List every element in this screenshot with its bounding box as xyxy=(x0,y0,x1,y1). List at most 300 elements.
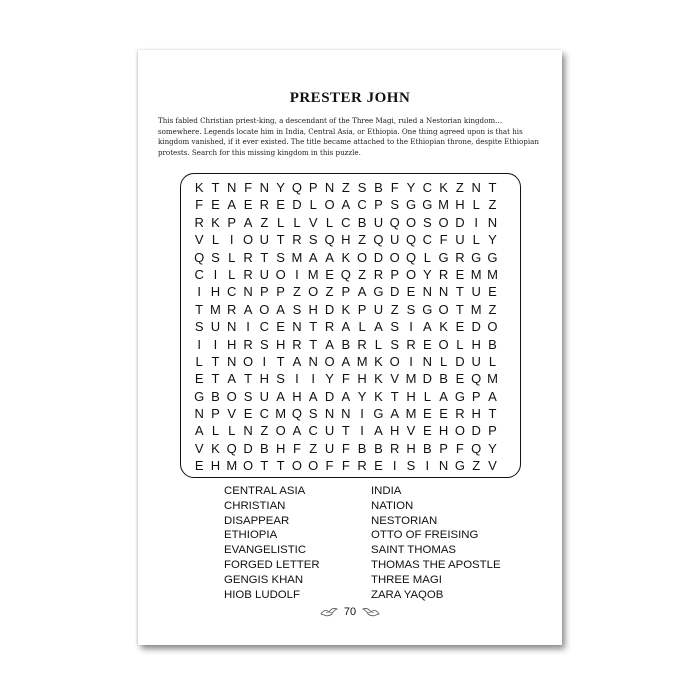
grid-letter: D xyxy=(390,284,400,300)
grid-letter: P xyxy=(308,180,318,195)
grid-letter: I xyxy=(262,353,267,369)
grid-letter: T xyxy=(276,353,285,369)
word-list-item: DISAPPEAR xyxy=(224,514,290,527)
word-list-item: ZARA YAQOB xyxy=(371,588,444,601)
grid-letter: B xyxy=(341,336,351,352)
grid-letter: B xyxy=(211,388,220,404)
grid-letter: Z xyxy=(260,423,269,439)
grid-letter: R xyxy=(455,406,465,422)
grid-letter: S xyxy=(357,180,367,195)
grid-letter: Q xyxy=(291,180,302,195)
grid-letter: L xyxy=(358,319,366,335)
grid-letter: A xyxy=(341,388,351,404)
grid-letter: N xyxy=(292,319,302,335)
grid-letter: U xyxy=(259,388,270,404)
grid-letter: D xyxy=(471,423,481,439)
grid-letter: T xyxy=(211,180,220,195)
grid-letter: Z xyxy=(390,301,399,317)
grid-letter: S xyxy=(243,388,253,404)
grid-letter: N xyxy=(438,458,449,474)
grid-letter: P xyxy=(488,423,497,439)
grid-letter: E xyxy=(211,197,220,213)
grid-letter: P xyxy=(211,406,220,422)
grid-letter: G xyxy=(373,284,384,300)
grid-letter: Q xyxy=(340,266,351,282)
grid-letter: P xyxy=(357,301,367,317)
grid-letter: K xyxy=(341,249,351,265)
grid-letter: A xyxy=(276,388,285,404)
grid-letter: A xyxy=(341,197,351,213)
grid-letter: O xyxy=(242,353,254,369)
grid-letter: L xyxy=(293,214,301,230)
grid-letter: V xyxy=(390,371,400,387)
grid-letter: F xyxy=(390,180,399,195)
grid-letter: T xyxy=(488,406,497,422)
grid-letter: U xyxy=(390,232,400,248)
page-footer xyxy=(138,606,562,618)
grid-letter: V xyxy=(406,423,416,439)
grid-letter: G xyxy=(471,249,482,265)
grid-letter: M xyxy=(487,266,498,282)
grid-letter: O xyxy=(357,249,368,265)
puzzle-page xyxy=(138,50,562,645)
grid-letter: Q xyxy=(291,406,302,422)
grid-letter: A xyxy=(439,388,448,404)
grid-letter: Y xyxy=(276,180,285,195)
grid-letter: H xyxy=(259,371,270,387)
word-list-item: HIOB LUDOLF xyxy=(224,588,300,601)
grid-letter: T xyxy=(309,336,318,352)
word-list-item: NATION xyxy=(371,499,414,512)
grid-letter: A xyxy=(227,371,237,387)
grid-letter: E xyxy=(455,266,465,282)
grid-letter: O xyxy=(389,249,400,265)
grid-letter: S xyxy=(194,319,204,335)
grid-letter: H xyxy=(455,197,465,213)
grid-letter: H xyxy=(406,388,416,404)
grid-letter: G xyxy=(487,249,498,265)
grid-letter: L xyxy=(211,423,220,439)
grid-letter: Z xyxy=(455,180,464,195)
grid-letter: Y xyxy=(325,371,334,387)
grid-letter: H xyxy=(357,371,367,387)
grid-letter: R xyxy=(324,319,335,335)
grid-letter: E xyxy=(422,423,432,439)
grid-letter: I xyxy=(197,284,201,300)
grid-letter: Z xyxy=(358,266,367,282)
grid-letter: O xyxy=(226,388,237,404)
grid-letter: M xyxy=(438,197,450,213)
word-list-item: ETHIOPIA xyxy=(224,529,278,542)
grid-letter: O xyxy=(242,458,254,474)
grid-letter: I xyxy=(311,371,316,387)
grid-letter: O xyxy=(324,197,335,213)
grid-letter: D xyxy=(373,249,384,265)
grid-letter: E xyxy=(243,406,253,422)
grid-letter: G xyxy=(438,249,449,265)
grid-letter: H xyxy=(210,284,221,300)
grid-letter: E xyxy=(406,284,416,300)
grid-letter: V xyxy=(227,406,237,422)
grid-letter: E xyxy=(325,266,334,282)
grid-letter: E xyxy=(455,371,465,387)
grid-letter: M xyxy=(470,301,482,317)
grid-letter: E xyxy=(422,336,432,352)
page-title: PRESTER JOHN xyxy=(289,90,411,106)
grid-letter: P xyxy=(260,284,269,300)
grid-letter: B xyxy=(357,214,367,230)
grid-letter: M xyxy=(275,406,287,422)
grid-letter: A xyxy=(325,336,334,352)
grid-letter: L xyxy=(423,388,431,404)
grid-letter: M xyxy=(470,266,482,282)
grid-letter: U xyxy=(373,301,384,317)
grid-letter: Z xyxy=(292,284,301,300)
grid-letter: P xyxy=(374,197,383,213)
grid-letter: S xyxy=(276,249,285,265)
grid-letter: U xyxy=(210,319,221,335)
grid-letter: D xyxy=(455,214,465,230)
grid-letter: O xyxy=(242,232,254,248)
grid-letter: O xyxy=(405,266,417,282)
grid-letter: N xyxy=(422,284,432,300)
grid-letter: S xyxy=(260,336,269,352)
grid-letter: L xyxy=(228,249,236,265)
grid-letter: Y xyxy=(406,180,416,195)
word-list-item: NESTORIAN xyxy=(371,514,438,527)
grid-letter: I xyxy=(295,371,299,387)
grid-letter: F xyxy=(341,458,350,474)
grid-letter: Y xyxy=(357,388,367,404)
grid-letter: D xyxy=(324,388,335,404)
grid-letter: M xyxy=(210,301,221,317)
grid-letter: L xyxy=(211,232,220,248)
grid-letter: S xyxy=(390,319,400,335)
grid-letter: G xyxy=(422,197,433,213)
grid-letter: R xyxy=(243,336,253,352)
grid-letter: K xyxy=(374,353,383,369)
grid-letter: N xyxy=(341,406,351,422)
grid-letter: O xyxy=(291,458,302,474)
grid-letter: I xyxy=(246,319,250,335)
grid-letter: H xyxy=(227,336,237,352)
grid-letter: T xyxy=(276,232,285,248)
grid-letter: C xyxy=(341,214,351,230)
grid-letter: Z xyxy=(325,284,334,300)
grid-letter: I xyxy=(229,232,234,248)
grid-letter: K xyxy=(439,180,448,195)
grid-letter: F xyxy=(455,440,464,456)
grid-letter: F xyxy=(439,232,448,248)
word-list-item: EVANGELISTIC xyxy=(224,544,307,557)
grid-letter: U xyxy=(455,232,465,248)
grid-letter: F xyxy=(325,458,334,474)
grid-letter: D xyxy=(422,371,432,387)
grid-letter: S xyxy=(308,232,318,248)
grid-letter: I xyxy=(197,336,201,352)
grid-letter: U xyxy=(259,266,270,282)
word-list-right-column xyxy=(371,484,531,602)
grid-letter: L xyxy=(439,353,448,369)
grid-letter: Q xyxy=(471,440,482,456)
grid-letter: Z xyxy=(260,214,269,230)
grid-letter: N xyxy=(227,180,237,195)
grid-letter: Q xyxy=(324,232,335,248)
grid-letter: K xyxy=(341,301,351,317)
grid-letter: F xyxy=(195,197,204,213)
grid-letter: O xyxy=(454,423,465,439)
grid-letter: R xyxy=(373,266,384,282)
grid-letter: U xyxy=(259,232,270,248)
grid-letter: A xyxy=(308,249,318,265)
grid-letter: E xyxy=(374,458,383,474)
grid-letter: V xyxy=(194,440,204,456)
grid-letter: A xyxy=(341,353,351,369)
grid-letter: T xyxy=(488,180,497,195)
grid-letter: N xyxy=(243,423,253,439)
grid-letter: A xyxy=(243,214,253,230)
grid-letter: A xyxy=(374,319,383,335)
grid-letter: C xyxy=(308,423,318,439)
grid-letter: S xyxy=(422,214,432,230)
grid-letter: R xyxy=(243,249,253,265)
grid-letter: R xyxy=(243,266,253,282)
grid-letter: C xyxy=(259,319,270,335)
grid-letter: H xyxy=(275,336,286,352)
grid-letter: H xyxy=(308,301,318,317)
grid-letter: N xyxy=(243,284,253,300)
grid-letter: Q xyxy=(373,232,384,248)
grid-letter: Q xyxy=(226,440,237,456)
grid-letter: O xyxy=(438,214,449,230)
grid-letter: C xyxy=(357,197,367,213)
grid-letter: Y xyxy=(488,440,497,456)
grid-letter: Q xyxy=(405,232,417,248)
grid-letter: P xyxy=(276,284,285,300)
grid-letter: L xyxy=(488,353,497,369)
grid-letter: E xyxy=(243,197,253,213)
grid-letter: G xyxy=(454,458,465,474)
grid-letter: B xyxy=(374,440,383,456)
grid-letter: B xyxy=(439,371,448,387)
grid-letter: I xyxy=(360,423,364,439)
grid-letter: M xyxy=(291,249,303,265)
grid-letter: N xyxy=(308,353,318,369)
grid-letter: P xyxy=(471,388,481,404)
word-search-grid-box xyxy=(180,173,521,478)
grid-letter: E xyxy=(276,197,285,213)
word-list-left-column xyxy=(224,484,371,602)
grid-letter: M xyxy=(226,458,238,474)
grid-letter: T xyxy=(211,353,220,369)
word-list xyxy=(224,484,531,602)
grid-letter: D xyxy=(471,319,481,335)
grid-letter: K xyxy=(439,319,448,335)
grid-letter: F xyxy=(244,180,253,195)
grid-letter: D xyxy=(324,301,335,317)
grid-letter: N xyxy=(471,180,481,195)
grid-letter: T xyxy=(211,371,220,387)
grid-letter: K xyxy=(211,214,220,230)
grid-letter: H xyxy=(292,388,302,404)
grid-letter: S xyxy=(308,406,318,422)
grid-letter: S xyxy=(406,458,416,474)
grid-letter: A xyxy=(292,423,302,439)
grid-letter: H xyxy=(406,440,416,456)
grid-letter: O xyxy=(324,353,335,369)
grid-letter: K xyxy=(211,440,220,456)
grid-letter: Q xyxy=(389,214,400,230)
grid-letter: B xyxy=(488,336,497,352)
grid-letter: L xyxy=(456,336,464,352)
grid-letter: N xyxy=(227,353,237,369)
grid-letter: L xyxy=(277,214,285,230)
grid-letter: O xyxy=(275,423,286,439)
grid-letter: P xyxy=(341,284,351,300)
grid-letter: I xyxy=(213,336,218,352)
grid-letter: T xyxy=(390,388,399,404)
grid-letter: U xyxy=(324,440,335,456)
grid-letter: M xyxy=(307,266,319,282)
grid-letter: G xyxy=(422,301,433,317)
grid-letter: A xyxy=(243,301,253,317)
grid-letter: I xyxy=(425,458,430,474)
grid-letter: U xyxy=(471,353,481,369)
grid-letter: A xyxy=(276,301,285,317)
grid-letter: H xyxy=(438,423,449,439)
grid-letter: H xyxy=(471,336,481,352)
grid-letter: U xyxy=(373,214,384,230)
grid-letter: L xyxy=(374,336,383,352)
grid-letter: Q xyxy=(405,249,417,265)
grid-letter: V xyxy=(308,214,318,230)
grid-letter: Z xyxy=(488,197,497,213)
grid-letter: A xyxy=(227,197,237,213)
grid-letter: N xyxy=(324,180,335,195)
grid-letter: B xyxy=(374,180,383,195)
grid-letter: O xyxy=(487,319,498,335)
grid-letter: E xyxy=(422,406,432,422)
grid-letter: E xyxy=(194,371,204,387)
grid-letter: H xyxy=(471,406,481,422)
word-list-item: THREE MAGI xyxy=(371,573,442,586)
grid-letter: R xyxy=(259,197,270,213)
grid-letter: U xyxy=(471,284,481,300)
grid-letter: A xyxy=(422,319,432,335)
grid-letter: T xyxy=(244,371,253,387)
grid-letter: T xyxy=(260,458,269,474)
grid-letter: M xyxy=(405,371,417,387)
grid-letter: Z xyxy=(341,180,350,195)
grid-letter: V xyxy=(488,458,497,474)
word-list-item: CENTRAL ASIA xyxy=(224,485,306,497)
grid-letter: T xyxy=(260,249,269,265)
grid-letter: D xyxy=(292,197,302,213)
grid-letter: A xyxy=(292,353,302,369)
grid-letter: P xyxy=(227,214,237,230)
grid-letter: S xyxy=(390,336,400,352)
grid-letter: L xyxy=(228,266,236,282)
grid-letter: E xyxy=(488,284,497,300)
grid-letter: P xyxy=(439,440,448,456)
grid-letter: L xyxy=(228,423,236,439)
grid-letter: Z xyxy=(488,301,497,317)
grid-letter: K xyxy=(374,371,383,387)
grid-letter: Z xyxy=(358,232,367,248)
grid-letter: A xyxy=(194,423,204,439)
grid-letter: O xyxy=(259,301,270,317)
grid-letter: G xyxy=(373,406,384,422)
grid-letter: F xyxy=(292,440,301,456)
grid-letter: H xyxy=(210,458,221,474)
grid-letter: T xyxy=(195,301,204,317)
grid-letter: P xyxy=(390,266,400,282)
grid-letter: R xyxy=(455,249,465,265)
grid-letter: A xyxy=(374,423,383,439)
grid-letter: A xyxy=(341,319,351,335)
grid-letter: L xyxy=(472,197,480,213)
grid-letter: O xyxy=(438,336,449,352)
grid-letter: C xyxy=(227,284,237,300)
grid-letter: Q xyxy=(471,371,482,387)
grid-letter: N xyxy=(324,406,335,422)
grid-letter: Z xyxy=(472,458,481,474)
grid-letter: F xyxy=(341,371,350,387)
grid-letter: R xyxy=(390,440,400,456)
grid-letter: N xyxy=(194,406,204,422)
grid-letter: H xyxy=(390,423,400,439)
grid-letter: U xyxy=(324,423,335,439)
grid-letter: Y xyxy=(488,232,497,248)
grid-letter: R xyxy=(438,266,449,282)
grid-letter: I xyxy=(409,319,413,335)
grid-letter: O xyxy=(308,458,319,474)
grid-letter: B xyxy=(260,440,269,456)
grid-letter: G xyxy=(405,197,417,213)
grid-letter: Q xyxy=(194,249,205,265)
grid-letter: K xyxy=(374,388,383,404)
grid-letter: E xyxy=(194,458,204,474)
grid-letter: N xyxy=(438,284,449,300)
grid-letter: V xyxy=(194,232,204,248)
grid-letter: L xyxy=(472,232,480,248)
grid-letter: R xyxy=(357,336,367,352)
word-list-item: INDIA xyxy=(371,485,402,497)
grid-letter: O xyxy=(308,284,319,300)
grid-letter: R xyxy=(227,301,237,317)
grid-letter: L xyxy=(309,197,317,213)
grid-letter: R xyxy=(406,336,416,352)
word-search-grid xyxy=(191,179,501,475)
grid-letter: S xyxy=(390,197,400,213)
grid-letter: M xyxy=(405,406,417,422)
grid-letter: N xyxy=(227,319,237,335)
word-list-item: SAINT THOMAS xyxy=(371,544,457,557)
word-list-item: CHRISTIAN xyxy=(224,499,286,512)
grid-letter: K xyxy=(194,180,204,195)
grid-letter: Y xyxy=(422,266,432,282)
grid-letter: C xyxy=(422,180,432,195)
grid-letter: N xyxy=(487,214,498,230)
word-list-item: OTTO OF FREISING xyxy=(371,529,479,542)
grid-letter: L xyxy=(195,353,203,369)
grid-letter: B xyxy=(422,440,432,456)
grid-letter: C xyxy=(194,266,204,282)
grid-letter: H xyxy=(275,440,286,456)
grid-letter: T xyxy=(455,284,464,300)
grid-letter: I xyxy=(474,214,478,230)
grid-letter: S xyxy=(406,301,416,317)
